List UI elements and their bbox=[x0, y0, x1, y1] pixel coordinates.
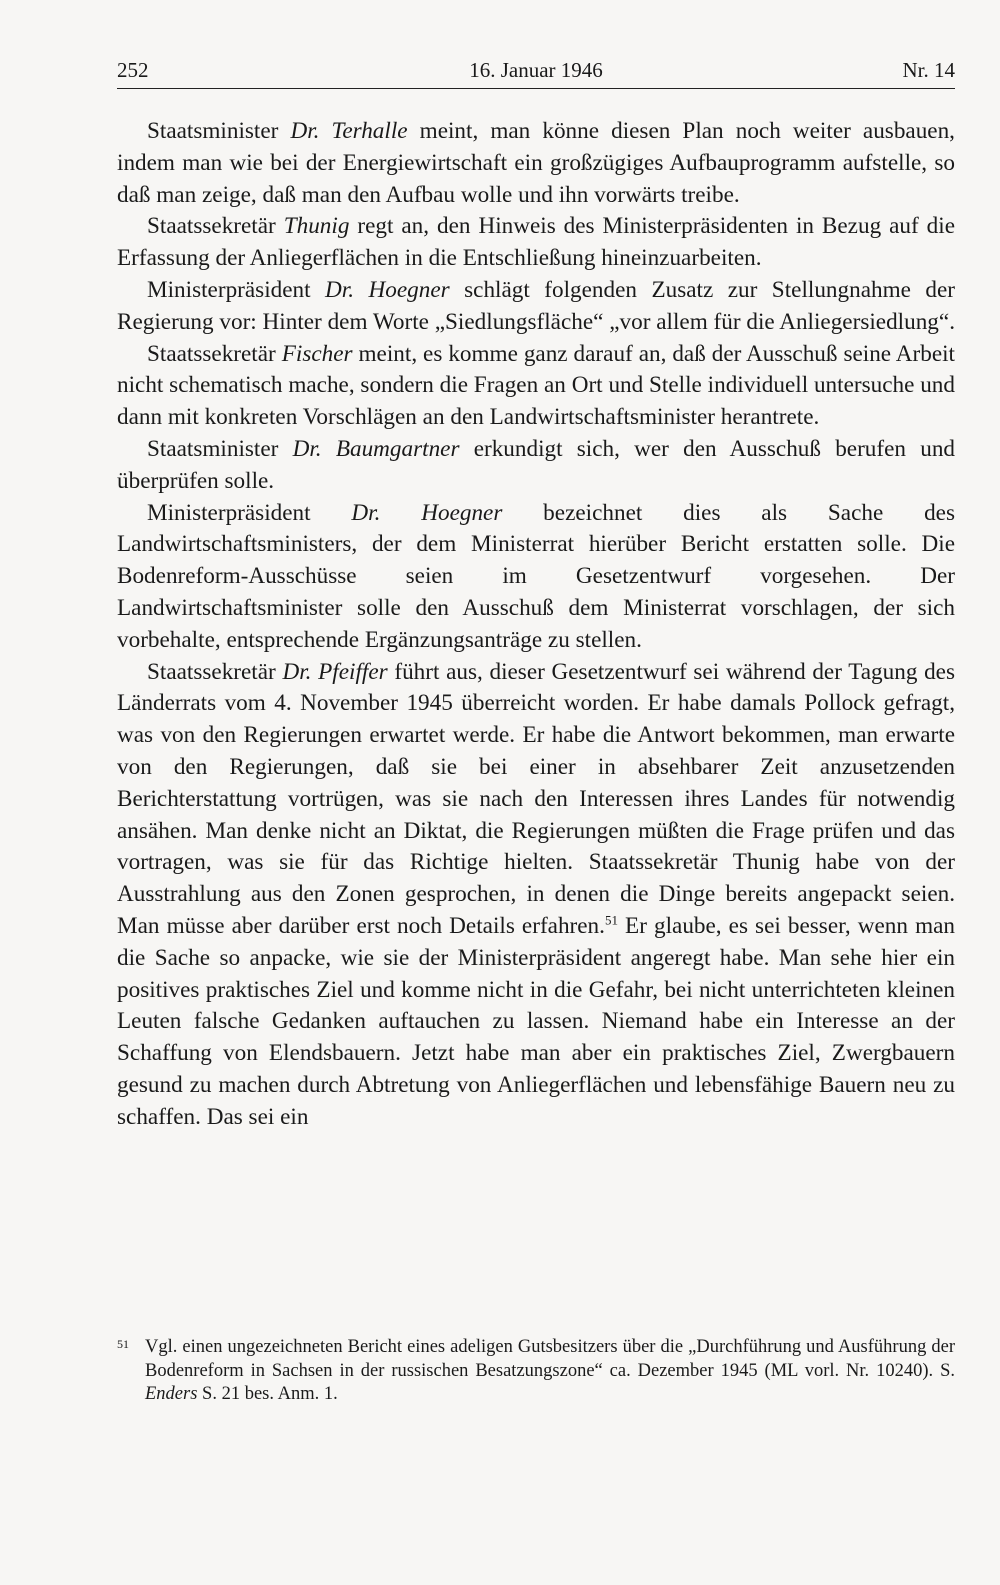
speaker-name: Dr. Terhalle bbox=[290, 118, 408, 144]
speaker-name: Thunig bbox=[283, 213, 350, 240]
speaker-name: Dr. Hoegner bbox=[325, 276, 450, 303]
paragraph: Ministerpräsident Dr. Hoegner schlägt folgenden Zusatz zur Stellungnahme der Regierung vor: Hinter dem Worte „Siedlungsfläche“ „vor allem für die Anliegersiedlung“. bbox=[117, 276, 955, 335]
cited-author: Enders bbox=[145, 1384, 198, 1404]
paragraph: Staatssekretär Fischer meint, es komme ganz darauf an, daß der Ausschuß seine Arbeit nicht schematisch mache, sondern die Fragen an Ort und Stelle individuell untersuche und dann mit konkreten Vorschlägen an den Landwirtschaftsminister herantrete. bbox=[117, 340, 955, 431]
footnote-text: Vgl. einen ungezeichneten Bericht eines adeligen Gutsbesitzers über die „Durchführung und Ausführung der Bodenreform in Sachsen in der russischen Besatzungszone“ ca. Dezember 1945 (ML vorl. Nr. 10240). S. Enders S. 21 bes. Anm. 1. bbox=[145, 1337, 955, 1404]
header-date: 16. Januar 1946 bbox=[469, 58, 603, 82]
main-text bbox=[117, 116, 955, 1134]
speaker-name: Dr. Pfeiffer bbox=[282, 658, 388, 685]
speaker-name: Dr. Hoegner bbox=[351, 499, 503, 526]
speaker-name: Fischer bbox=[281, 340, 353, 367]
paragraph: Staatssekretär Thunig regt an, den Hinweis des Ministerpräsidenten in Bezug auf die Erfassung der Anliegerflächen in die Entschließung hineinzuarbeiten. bbox=[117, 213, 955, 272]
paragraph: Staatsminister Dr. Terhalle meint, man könne diesen Plan noch weiter ausbauen, indem man wie bei der Energiewirtschaft ein großzügiges Aufbauprogramm aufstelle, so daß man zeige, daß man den Aufbau wolle und ihn vorwärts treibe. bbox=[117, 118, 955, 208]
page-number: 252 bbox=[117, 58, 149, 82]
speaker-name: Dr. Baumgartner bbox=[292, 435, 460, 462]
paragraph: Staatsminister Dr. Baumgartner erkundigt sich, wer den Ausschuß berufen und überprüfen solle. bbox=[117, 435, 956, 494]
footnote-number: 51 bbox=[117, 1337, 129, 1351]
running-header bbox=[117, 54, 955, 89]
footnote-reference[interactable]: 51 bbox=[604, 912, 618, 928]
paragraph: Ministerpräsident Dr. Hoegner bezeichnet dies als Sache des Landwirtschaftsministers, der dem Ministerrat hierüber Bericht erstatten solle. Die Bodenreform-Ausschüsse seien im Gesetzentwurf vorgesehen. Der Landwirtschaftsminister solle den Ausschuß dem Ministerrat vorschlagen, der sich vorbehalte, entsprechende Ergänzungsanträge zu stellen. bbox=[117, 499, 955, 653]
issue-number: Nr. 14 bbox=[902, 58, 955, 82]
footnote bbox=[117, 1336, 955, 1407]
paragraph: Staatssekretär Dr. Pfeiffer führt aus, dieser Gesetzentwurf sei während der Tagung des Länderrats vom 4. November 1945 überreicht worden. Er habe damals Pollock gefragt, was von den Regierungen erwartet werde. Er habe die Antwort bekommen, man erwarte von den Regierungen, daß sie bei einer in absehbarer Zeit anzusetzenden Berichterstattung vortrügen, was sie nach den Interessen ihres Landes für notwendig ansähen. Man denke nicht an Diktat, die Regierungen müßten die Frage prüfen und das vortragen, was sie für das Richtige hielten. Staatssekretär Thunig habe von der Ausstrahlung aus den Zonen gesprochen, in denen die Dinge bereits angepackt seien. Man müsse aber darüber erst noch Details erfahren.$^{51}$ Er glaube, es sei besser, wenn man die Sache so anpacke, wie sie der Ministerpräsident angeregt habe. Man sehe hier ein positives praktisches Ziel und komme nicht in die Gefahr, bei nicht unterrichteten kleinen Leuten falsche Gedanken auftauchen zu lassen. Niemand habe ein Interesse an der Schaffung von Elendsbauern. Jetzt habe man aber ein praktisches Ziel, Zwergbauern gesund zu machen durch Abtretung von Anliegerflächen und lebensfähige Bauern neu zu schaffen. Das sei ein bbox=[117, 658, 955, 1130]
